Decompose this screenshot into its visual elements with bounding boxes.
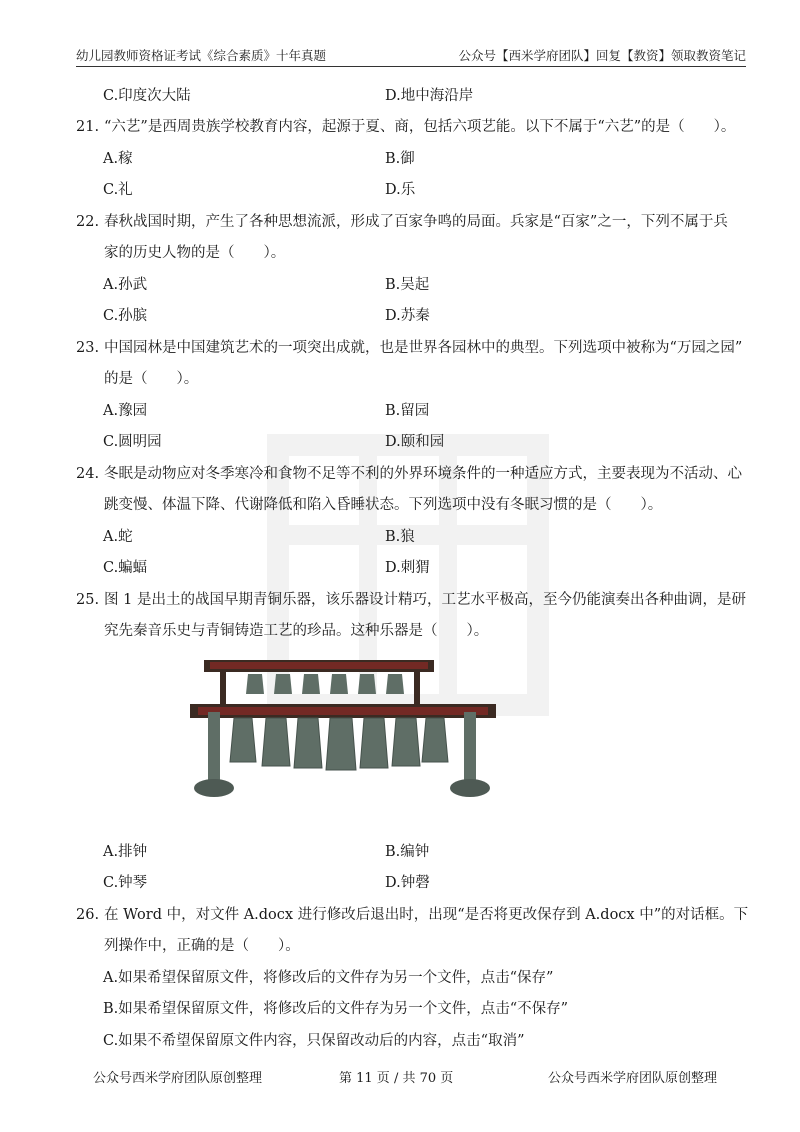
q23-option-b: B.留园 [385,403,430,419]
question-text: 图 1 是出土的战国早期青铜乐器，该乐器设计精巧，工艺水平极高，至今仍能演奏出各种曲调，是研 [104,592,746,608]
footer-left: 公众号西米学府团队原创整理 [93,1071,263,1086]
q21-option-a: A.稼 [103,151,133,167]
question-number: 21. [76,119,100,135]
page-number: 第 11 页 / 共 70 页 [339,1071,454,1086]
question-text: “六艺”是西周贵族学校教育内容，起源于夏、商，包括六项艺能。以下不属于“六艺”的是（ ）。 [104,119,736,135]
question-number: 26. [76,907,100,923]
q23-option-d: D.颐和园 [385,434,445,450]
q22-option-c: C.孙膑 [103,308,148,324]
question-22-stem-2: 家的历史人物的是（ ）。 [104,245,286,261]
question-23-stem-1 [76,336,742,357]
q22-option-b: B.吴起 [385,277,430,293]
q22-option-d: D.苏秦 [385,308,430,324]
q25-option-c: C.钟琴 [103,875,148,891]
q26-option-c: C.如果不希望保留原文件内容，只保留改动后的内容，点击“取消” [103,1033,525,1049]
header-left: 幼儿园教师资格证考试《综合素质》十年真题 [76,48,327,63]
prev-option-d: D.地中海沿岸 [385,88,474,104]
question-number: 25. [76,592,100,608]
q24-option-a: A.蛇 [103,529,133,545]
question-22-stem-1 [76,210,728,231]
q23-option-c: C.圆明园 [103,434,162,450]
q22-option-a: A.孙武 [103,277,148,293]
question-26-stem-1 [76,903,748,924]
prev-option-c: C.印度次大陆 [103,88,191,104]
q25-option-b: B.编钟 [385,844,430,860]
q21-option-b: B.御 [385,151,415,167]
question-26-stem-2: 列操作中，正确的是（ ）。 [104,938,300,954]
question-number: 22. [76,214,100,230]
q26-option-a: A.如果希望保留原文件，将修改后的文件存为另一个文件，点击“保存” [103,970,554,986]
q24-option-c: C.蝙蝠 [103,560,148,576]
question-text: 中国园林是中国建筑艺术的一项突出成就，也是世界各园林中的典型。下列选项中被称为“万园之园” [104,340,743,356]
bronze-chime-bells-image [186,652,536,804]
q21-option-d: D.乐 [385,182,416,198]
question-number: 23. [76,340,100,356]
q25-option-a: A.排钟 [103,844,148,860]
q25-option-d: D.钟磬 [385,875,430,891]
q26-option-b: B.如果希望保留原文件，将修改后的文件存为另一个文件，点击“不保存” [103,1001,569,1017]
question-25-stem-2: 究先秦音乐史与青铜铸造工艺的珍品。这种乐器是（ ）。 [104,623,489,639]
page-footer [0,1067,800,1087]
q23-option-a: A.豫园 [103,403,148,419]
footer-right: 公众号西米学府团队原创整理 [548,1071,718,1086]
question-21-stem [76,115,735,136]
question-text: 冬眠是动物应对冬季寒冷和食物不足等不利的外界环境条件的一种适应方式，主要表现为不活动、心 [104,466,742,482]
question-text: 在 Word 中，对文件 A.docx 进行修改后退出时，出现“是否将更改保存到 A.docx 中”的对话框。下 [104,907,749,923]
header-right: 公众号【西米学府团队】回复【教资】领取教资笔记 [458,48,746,63]
q24-option-d: D.刺猬 [385,560,430,576]
page-header [76,40,746,67]
question-24-stem-2: 跳变慢、体温下降、代谢降低和陷入昏睡状态。下列选项中没有冬眠习惯的是（ ）。 [104,497,663,513]
question-25-stem-1 [76,588,746,609]
q24-option-b: B.狼 [385,529,415,545]
question-24-stem-1 [76,462,742,483]
question-text: 春秋战国时期，产生了各种思想流派，形成了百家争鸣的局面。兵家是“百家”之一，下列不属于兵 [104,214,728,230]
q21-option-c: C.礼 [103,182,133,198]
question-23-stem-2: 的是（ ）。 [104,371,199,387]
question-number: 24. [76,466,100,482]
